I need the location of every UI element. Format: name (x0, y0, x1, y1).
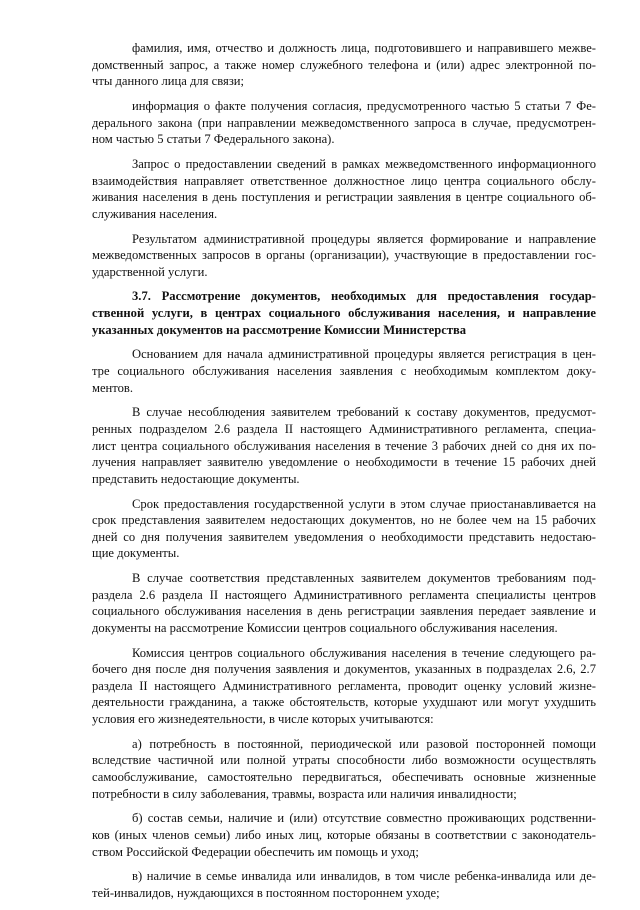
text-line: срок представления заявителем недостающих документов, но не более чем на 15 рабочих (92, 513, 596, 528)
text-line: информация о факте получения согласия, предусмотренного частью 5 статьи 7 Фе- (132, 98, 596, 113)
text-line: Основанием для начала административной процедуры является регистрация в цен- (132, 347, 596, 362)
text-line: межведомственных запросов в органы (организации), участвующие в предоставлении гос- (92, 248, 596, 263)
paragraph (92, 404, 596, 487)
text-line: Запрос о предоставлении сведений в рамках межведомственного информационного (132, 156, 596, 171)
text-line: ментов. (92, 380, 134, 395)
paragraph (92, 736, 596, 802)
text-line: ков (иных членов семьи) либо иных лиц, которые обязаны в соответствии с законодатель- (92, 828, 596, 842)
text-line: взаимодействия направляет ответственное должностное лицо центра социального обслу- (92, 173, 596, 188)
text-line: дней со дня получения заявителем уведомления о необходимости представить недостаю- (92, 529, 596, 544)
text-line: В случае соответствия представленных заявителем документов требованиям под- (132, 571, 596, 586)
text-line: ством Российской Федерации обеспечить им помощь и уход; (92, 844, 419, 859)
text-line: а) потребность в постоянной, периодической или разовой посторонней помощи (132, 736, 596, 751)
text-line: бочего дня после дня получения заявления и документов, указанных в подразделах 2.6, 2.7 (92, 662, 596, 677)
text-line: тре социального обслуживания населения заявления с необходимым комплектом доку- (92, 364, 596, 379)
text-line: тей-инвалидов, нуждающихся в постоянном постороннем уходе; (92, 885, 440, 900)
paragraph (92, 868, 596, 901)
section-heading (92, 288, 596, 338)
text-line: раздела 2.6 раздела II настоящего Административного регламента специалисты центров (92, 587, 596, 602)
text-line: домственный запрос, а также номер служебного телефона и (или) адрес электронной по- (92, 57, 596, 72)
text-line: представить недостающие документы. (92, 471, 300, 486)
text-line: ном частью 5 статьи 7 Федерального закона). (92, 132, 335, 147)
text-line: Комиссия центров социального обслуживания населения в течение следующего ра- (132, 645, 596, 660)
text-line: чты данного лица для связи; (92, 74, 245, 89)
text-line: раздела II настоящего Административного регламента, проводит оценку условий жизне- (92, 678, 596, 693)
paragraph (92, 231, 596, 281)
text-line: служивания населения. (92, 206, 218, 221)
text-line: условия его жизнедеятельности, в числе которых учитываются: (92, 712, 434, 727)
text-line: лучения направляет заявителю уведомление о необходимости в течение 15 рабочих дней (92, 455, 596, 470)
paragraph (92, 40, 596, 90)
text-line: В случае несоблюдения заявителем требований к составу документов, предусмот- (132, 405, 596, 420)
paragraph (92, 570, 596, 636)
text-line: лист центра социального обслуживания населения в течение 3 рабочих дней со дня их по- (92, 438, 596, 453)
text-line: щие документы. (92, 546, 180, 561)
document-page (92, 40, 596, 910)
paragraph (92, 810, 596, 860)
text-line: потребности в силу заболевания, травмы, возраста или наличия инвалидности; (92, 786, 517, 801)
text-line: живания населения в день поступления и регистрации заявления в центре социального об- (92, 190, 596, 205)
paragraph (92, 98, 596, 148)
text-line: ударственной услуги. (92, 264, 208, 279)
text-line: ственной услуги, в центрах социального обслуживания населения, и направление (92, 306, 596, 321)
paragraph (92, 645, 596, 728)
paragraph (92, 156, 596, 222)
text-line: дерального закона (при направлении межведомственного запроса в случае, предусмотрен- (92, 115, 596, 130)
text-line: ренных подразделом 2.6 раздела II настоящего Административного регламента, специа- (92, 422, 596, 436)
text-line: Результатом административной процедуры является формирование и направление (132, 231, 596, 246)
text-line: б) состав семьи, наличие и (или) отсутствие совместно проживающих родственни- (132, 811, 596, 826)
paragraph (92, 346, 596, 396)
text-line: вследствие частичной или полной утраты способности либо возможности осуществлять (92, 753, 596, 768)
text-line: самообслуживание, самостоятельно передвигаться, обеспечивать основные жизненные (92, 770, 596, 785)
text-line: в) наличие в семье инвалида или инвалидов, в том числе ребенка-инвалида или де- (132, 869, 596, 884)
text-line: социального обслуживания населения в день регистрации заявления передает заявление и (92, 604, 596, 619)
text-line: указанных документов на рассмотрение Комиссии Министерства (92, 322, 467, 337)
paragraph (92, 496, 596, 562)
text-line: Срок предоставления государственной услуги в этом случае приостанавливается на (132, 496, 596, 511)
text-line: деятельности гражданина, а также обстоятельств, которые ухудшают или могут ухудшить (92, 695, 596, 710)
text-line: 3.7. Рассмотрение документов, необходимых для предоставления государ- (132, 289, 596, 304)
text-line: документы на рассмотрение Комиссии центров социального обслуживания населения. (92, 620, 558, 635)
text-line: фамилия, имя, отчество и должность лица, подготовившего и направившего межве- (132, 41, 596, 55)
